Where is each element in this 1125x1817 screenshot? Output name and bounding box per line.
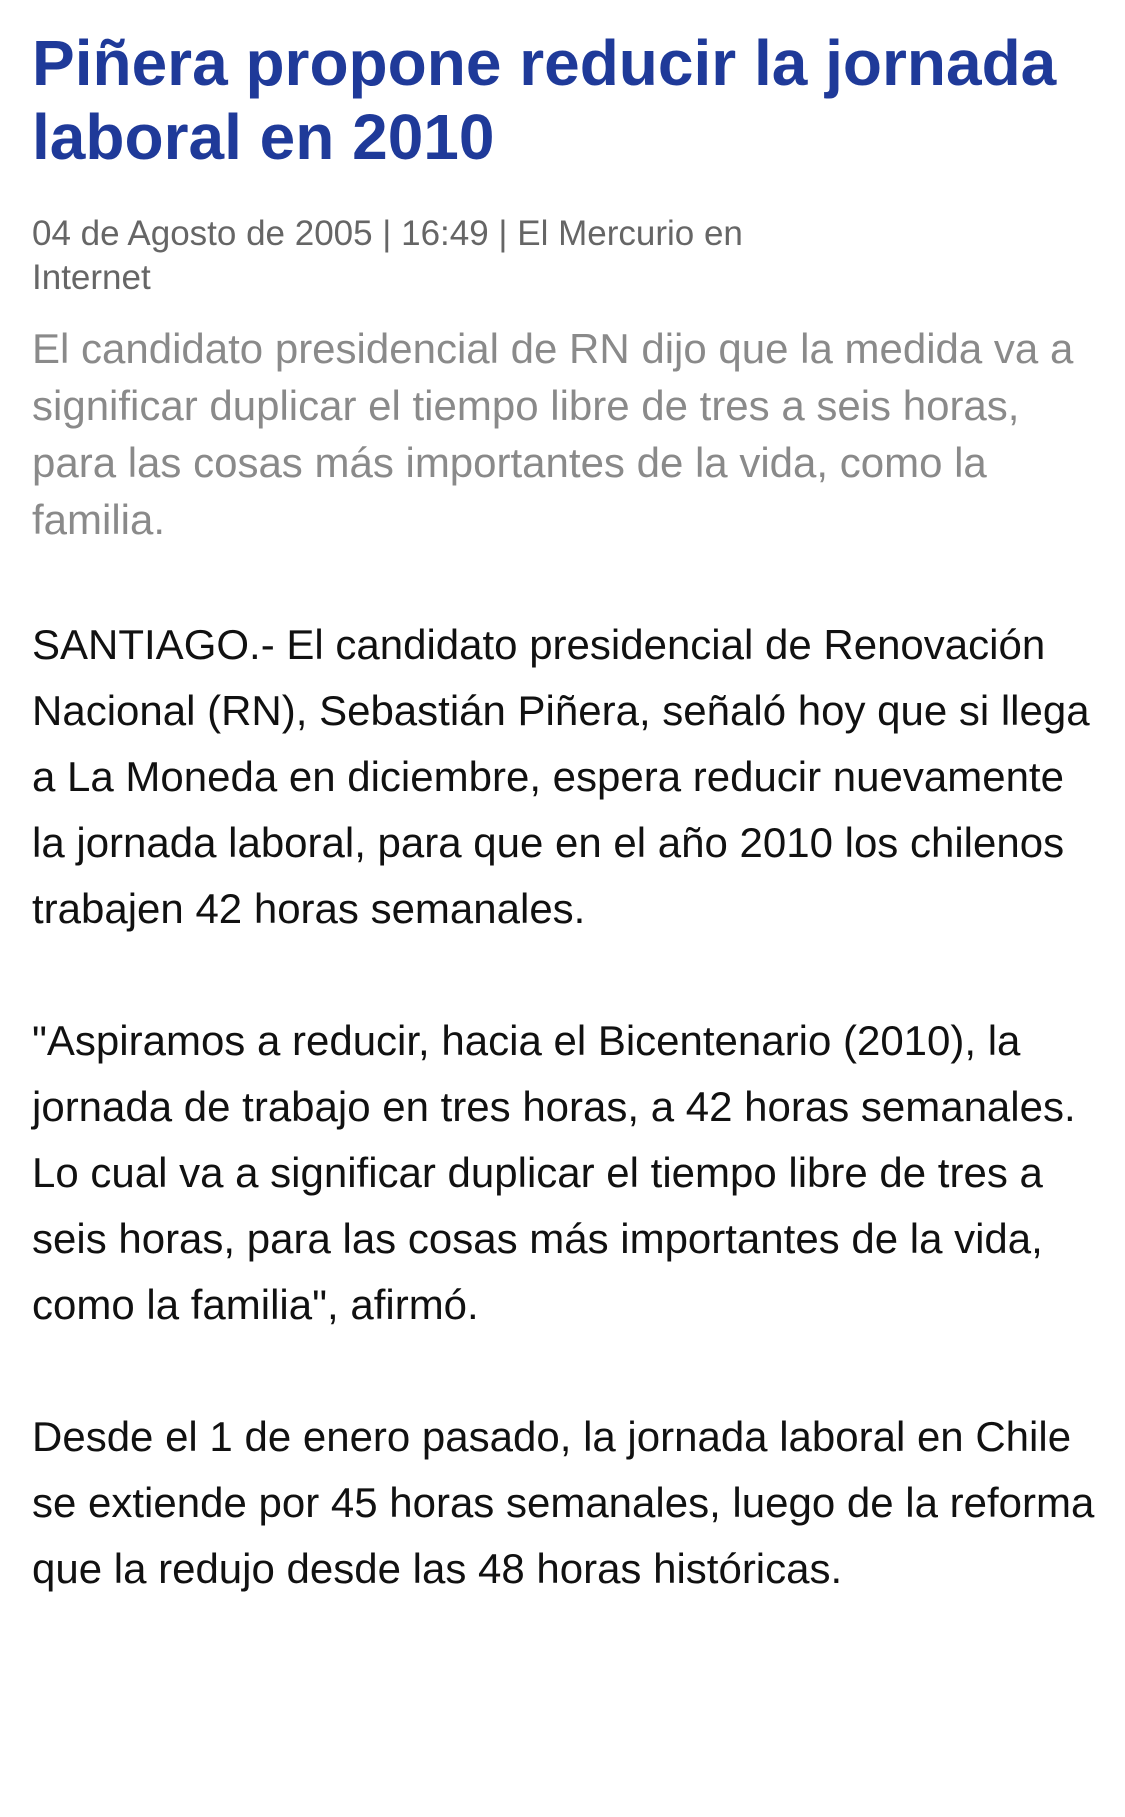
article-headline: Piñera propone reducir la jornada laboral en 2010: [32, 27, 1057, 173]
article-paragraph-3: Desde el 1 de enero pasado, la jornada laboral en Chile se extiende por 45 horas semanales, luego de la reforma que la redujo desde las 48 horas históricas.: [32, 1413, 1095, 1592]
article-lede: El candidato presidencial de RN dijo que la medida va a significar duplicar el tiempo libre de tres a seis horas, para las cosas más importantes de la vida, como la familia.: [32, 325, 1074, 543]
article-meta: 04 de Agosto de 2005 | 16:49 | El Mercurio en Internet: [32, 214, 743, 297]
news-article: [32, 26, 1102, 1644]
article-paragraph-2: "Aspiramos a reducir, hacia el Bicentenario (2010), la jornada de trabajo en tres horas, a 42 horas semanales. Lo cual va a significar duplicar el tiempo libre de tres a seis horas, para las cosas más importantes de la vida, como la familia", afirmó.: [32, 1017, 1076, 1328]
article-paragraph-1: SANTIAGO.- El candidato presidencial de Renovación Nacional (RN), Sebastián Piñera, señaló hoy que si llega a La Moneda en diciembre, espera reducir nuevamente la jornada laboral, para que en el año 2010 los chilenos trabajen 42 horas semanales.: [32, 621, 1090, 932]
